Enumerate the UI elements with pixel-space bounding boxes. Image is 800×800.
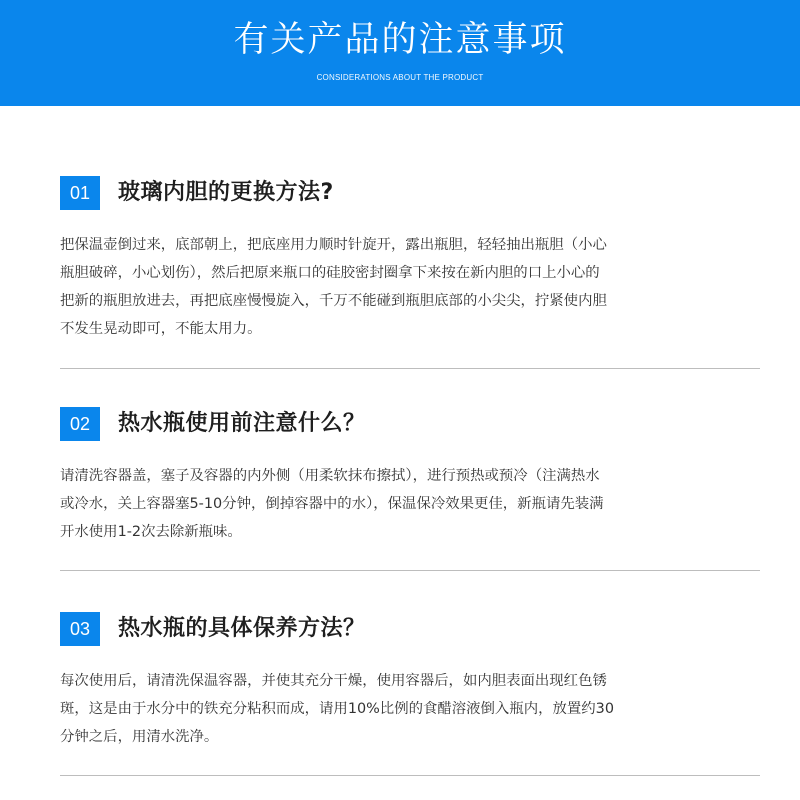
body-line: 每次使用后，请清洗保温容器，并使其充分干燥，使用容器后，如内胆表面出现红色锈: [60, 673, 607, 689]
body-line: 把保温壶倒过来，底部朝上，把底座用力顺时针旋开，露出瓶胆，轻轻抽出瓶胆（小心: [60, 237, 607, 253]
section-body: [60, 231, 760, 343]
body-line: 或冷水，关上容器塞5-10分钟，倒掉容器中的水），保温保冷效果更佳，新瓶请先装满: [60, 496, 604, 512]
section-header: [60, 612, 366, 646]
body-line: 请清洗容器盖，塞子及容器的内外侧（用柔软抹布擦拭），进行预热或预冷（注满热水: [60, 468, 600, 484]
section-divider: [60, 368, 760, 369]
section-number-badge: 01: [60, 176, 100, 210]
section-title: 玻璃内胆的更换方法?: [118, 180, 334, 205]
section-number-badge: 02: [60, 407, 100, 441]
section-number-badge: 03: [60, 612, 100, 646]
section-body: [60, 462, 760, 546]
section-body: [60, 667, 760, 751]
header-banner: [0, 0, 800, 106]
body-line: 把新的瓶胆放进去，再把底座慢慢旋入，千万不能碰到瓶胆底部的小尖尖，拧紧使内胆: [60, 293, 607, 309]
section-title: 热水瓶使用前注意什么？: [118, 411, 366, 436]
body-line: 开水使用1-2次去除新瓶味。: [60, 524, 242, 540]
body-line: 不发生晃动即可，不能太用力。: [60, 321, 262, 337]
body-line: 瓶胆破碎，小心划伤），然后把原来瓶口的硅胶密封圈拿下来按在新内胆的口上小心的: [60, 265, 600, 281]
body-line: 分钟之后，用清水洗净。: [60, 729, 219, 745]
section-header: [60, 176, 334, 210]
body-line: 斑，这是由于水分中的铁充分粘积而成，请用10%比例的食醋溶液倒入瓶内，放置约30: [60, 701, 614, 717]
section-divider: [60, 775, 760, 776]
section-title: 热水瓶的具体保养方法？: [118, 616, 366, 641]
page-subtitle: CONSIDERATIONS ABOUT THE PRODUCT: [316, 73, 484, 82]
page-title: 有关产品的注意事项: [233, 20, 567, 60]
section-header: [60, 407, 366, 441]
section-divider: [60, 570, 760, 571]
